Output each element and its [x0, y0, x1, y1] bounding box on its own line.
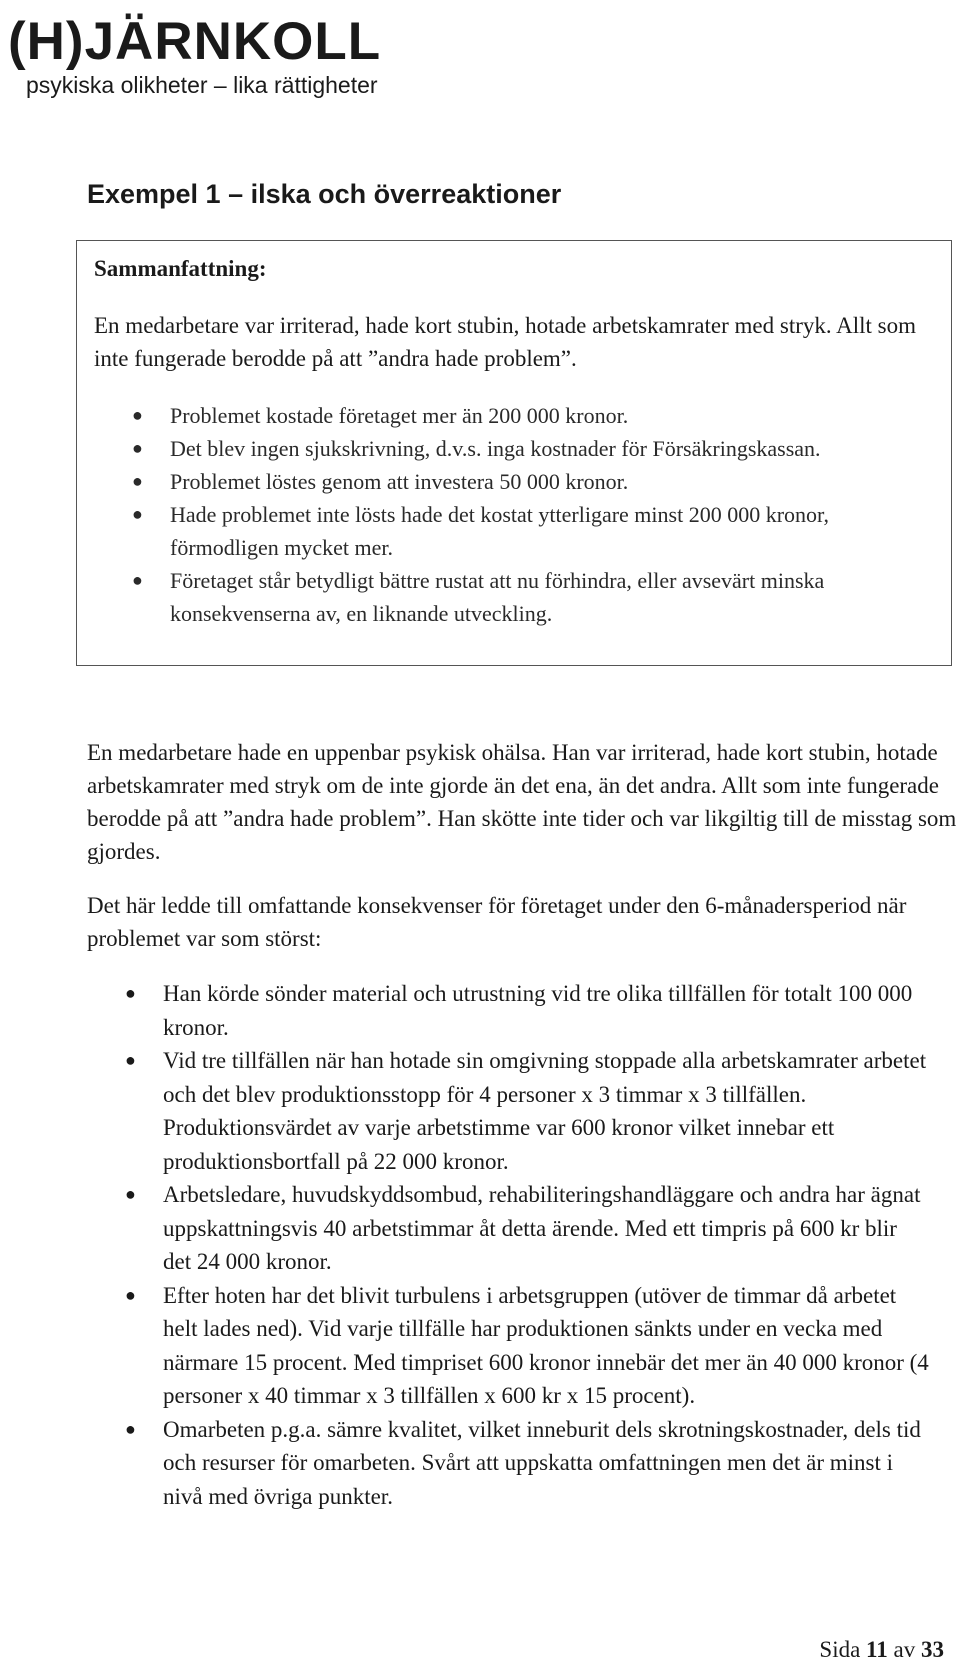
- bullet-icon: ●: [132, 438, 143, 458]
- bullet-icon: ●: [132, 570, 143, 590]
- bullet-icon: ●: [125, 1184, 136, 1204]
- summary-list-item: [77, 564, 937, 630]
- summary-list-item: [77, 465, 937, 498]
- summary-list-item: [77, 399, 937, 432]
- consequence-item: [0, 1178, 940, 1279]
- bullet-icon: ●: [125, 1418, 136, 1439]
- summary-item-text: Företaget står betydligt bättre rustat att nu förhindra, eller avsevärt minska konsekvenserna av, en liknande utveckling.: [170, 568, 825, 626]
- consequence-item-text: Vid tre tillfällen när han hotade sin omgivning stoppade alla arbetskamrater arbetet och det blev produktionsstopp för 4 personer x 3 timmar x 3 tillfällen. Produktionsvärdet av varje arbetstimme var 600 kronor vilket innebar ett produktionsbortfall på 22 000 kronor.: [163, 1048, 927, 1174]
- summary-item-text: Hade problemet inte lösts hade det kostat ytterligare minst 200 000 kronor, förmodligen mycket mer.: [170, 502, 829, 560]
- consequence-item: [0, 1044, 940, 1178]
- summary-title: Sammanfattning:: [94, 256, 267, 281]
- bullet-icon: ●: [132, 405, 143, 425]
- logo-wordmark: (H)JÄRNKOLL: [8, 12, 382, 71]
- consequence-item-text: Efter hoten har det blivit turbulens i arbetsgruppen (utöver de timmar då arbetet helt lades ned). Vid varje tillfälle har produktionen sänkts under en vecka med närmare 15 procent. Med timpriset 600 kronor innebär det mer än 40 000 kronor (4 personer x 40 timmar x 3 tillfällen x 600 kr x 15 procent).: [163, 1282, 929, 1408]
- page-number-prefix: Sida: [819, 1637, 867, 1662]
- consequence-item-text: Omarbeten p.g.a. sämre kvalitet, vilket inneburit dels skrotningskostnader, dels tid och resurser för omarbeten. Svårt att uppskatta omfattningen men det är minst i nivå med övriga punkter.: [163, 1416, 921, 1509]
- consequence-item: [0, 977, 940, 1044]
- logo: [8, 12, 382, 98]
- body-paragraph-1: En medarbetare hade en uppenbar psykisk ohälsa. Han var irriterad, hade kort stubin, hotade arbetskamrater med stryk om de inte gjorde än det ena, än det andra. Allt som inte fungerade berodde på att ”andra hade problem”. Han skötte inte tider och var likgiltig till de misstag som gjordes.: [87, 740, 957, 864]
- summary-box: [76, 240, 952, 666]
- bullet-icon: ●: [132, 504, 143, 524]
- consequence-item: [0, 1413, 940, 1514]
- consequence-item-text: Arbetsledare, huvudskyddsombud, rehabiliteringshandläggare och andra har ägnat uppskattningsvis 40 arbetstimmar åt detta ärende. Med ett timpris på 600 kr blir det 24 000 kronor.: [163, 1182, 921, 1274]
- logo-tagline: psykiska olikheter – lika rättigheter: [26, 72, 378, 98]
- page-title: Exempel 1 – ilska och överreaktioner: [87, 179, 562, 209]
- page-number-total: 33: [921, 1637, 944, 1662]
- page-number: [819, 1637, 944, 1663]
- consequence-item-text: Han körde sönder material och utrustning vid tre olika tillfällen för totalt 100 000 kronor.: [163, 981, 913, 1040]
- summary-list-item: [77, 498, 937, 564]
- bullet-icon: ●: [125, 983, 136, 1003]
- bullet-icon: ●: [125, 1284, 136, 1305]
- page-number-middle: av: [887, 1637, 921, 1662]
- summary-list: [77, 399, 937, 630]
- consequence-item: [0, 1279, 940, 1413]
- summary-list-item: [77, 432, 937, 465]
- bullet-icon: ●: [125, 1050, 136, 1070]
- bullet-icon: ●: [132, 471, 143, 491]
- summary-intro: En medarbetare var irriterad, hade kort stubin, hotade arbetskamrater med stryk. Allt som inte fungerade berodde på att ”andra hade problem”.: [94, 313, 916, 371]
- consequences-list: [0, 977, 940, 1513]
- page-number-current: 11: [866, 1637, 888, 1662]
- summary-item-text: Det blev ingen sjukskrivning, d.v.s. inga kostnader för Försäkringskassan.: [170, 436, 821, 461]
- summary-item-text: Problemet kostade företaget mer än 200 000 kronor.: [170, 403, 629, 428]
- summary-item-text: Problemet löstes genom att investera 50 000 kronor.: [170, 469, 629, 494]
- body-paragraph-2: Det här ledde till omfattande konsekvenser för företaget under den 6-månadersperiod när problemet var som störst:: [87, 893, 907, 951]
